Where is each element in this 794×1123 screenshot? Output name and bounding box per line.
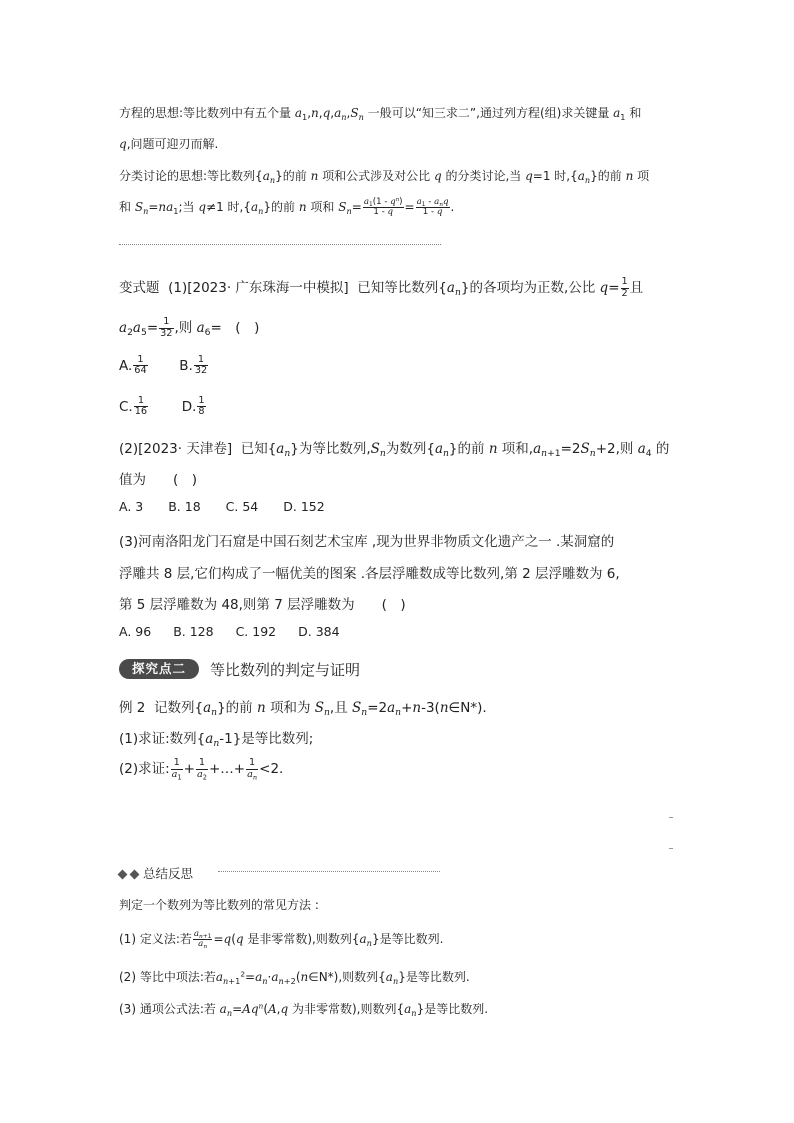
example-text: ,且 xyxy=(329,700,353,716)
example-text: -3( xyxy=(421,700,440,716)
margin-mark xyxy=(669,848,673,849)
sum-formula-fraction-2: $\frac{a_1 - a_nq}{1 - q}$ xyxy=(416,197,449,218)
example-text: }的前 xyxy=(217,700,257,716)
variant-q2-line-1: (2)[2023· 天津卷] 已知$\{a_n\}$为等比数列$,S_n$为数列$\{a_n\}$的前 n 项和$,a_{n+1}=2S_n+2$,则 $a_4$ 的 xyxy=(119,441,670,460)
intro-text: }的前 xyxy=(263,200,299,215)
intro-text: ≠1 时,{ xyxy=(206,200,251,215)
section-title: 等比数列的判定与证明 xyxy=(210,661,361,679)
method-1: (1) 定义法:若 $\frac{a_{n+1}}{a_n}$ =q(q 是非零常数),则数列$\{a_n\}$是等比数列. xyxy=(119,929,444,951)
intro-text: 一般可以“知三求二”,通过列方程(组)求关键量 xyxy=(367,106,614,120)
example-text: -1}是等比数列; xyxy=(219,731,314,747)
intro-text: ;当 xyxy=(178,200,199,215)
summary-heading xyxy=(119,864,193,882)
option-b[interactable]: B. $\frac{1}{32}$ xyxy=(179,354,208,377)
variant-q1-line-1: 变式题 (1)[2023· 广东珠海一中模拟] 已知等比数列$\{a_n\}$的各项均为正数,公比 q= $\frac{1}{2}$ 且 xyxy=(119,276,644,299)
option-b[interactable]: B. 18 xyxy=(168,499,201,514)
intro-text: 项和 xyxy=(306,200,339,215)
question-text: }的前 xyxy=(448,441,489,457)
example-text: (2)求证: xyxy=(119,761,170,777)
example-part-2: (2)求证: $\frac{1}{a_1}$ + $\frac{1}{a_2}$ +…+ $\frac{1}{a_n}$ <2. xyxy=(119,757,284,781)
variant-label: 变式题 xyxy=(119,280,160,296)
question-text: 已知{ xyxy=(240,441,277,457)
intro-line-1: 方程的思想:等比数列中有五个量 $a_1,n,q,a_n,S_n$ 一般可以“知三求二”,通过列方程(组)求关键量 $a_1$ 和 xyxy=(119,106,642,122)
intro-text: ,问题可迎刃而解. xyxy=(126,137,219,151)
intro-line-2: q,问题可迎刃而解. xyxy=(119,137,219,151)
intro-text: }的前 xyxy=(275,169,311,183)
question-text: +2,则 xyxy=(595,441,638,457)
example-text: +…+ xyxy=(208,761,246,777)
q2-options xyxy=(119,499,325,514)
option-d[interactable]: D. $\frac{1}{8}$ xyxy=(181,395,205,418)
question-text: }的各项均为正数,公比 xyxy=(460,280,600,296)
q1-options-row-2 xyxy=(119,396,207,417)
intro-line-3: 分类讨论的思想:等比数列$\{a_n\}$的前 n 项和公式涉及对公比 q 的分类讨论,当 q=1 时$,\{a_n\}$的前 n 项 xyxy=(119,169,650,185)
method-2: (2) 等比中项法:若$a_{n+1}^2=a_n\cdot a_{n+2}(n\in N*)$,则数列$\{a_n\}$是等比数列. xyxy=(119,969,470,986)
intro-text: 和 xyxy=(119,200,135,215)
question-text: =2 xyxy=(560,441,581,457)
intro-text: 方程的思想:等比数列中有五个量 xyxy=(119,106,295,120)
option-a[interactable]: A. 3 xyxy=(119,499,144,514)
option-a[interactable]: A. $\frac{1}{64}$ xyxy=(119,354,147,377)
option-c[interactable]: C. 192 xyxy=(235,624,277,639)
variant-q3-line-3: 第 5 层浮雕数为 48,则第 7 层浮雕数为 ( ) xyxy=(119,597,406,613)
method-3: (3) 通项公式法:若 $a_n=Aq^n(A,q$ 为非零常数),则数列$\{a_n\}$是等比数列. xyxy=(119,1001,489,1018)
example-label: 例 2 xyxy=(119,700,146,716)
example-text: 项和为 xyxy=(265,700,315,716)
example-text: ∈N*). xyxy=(448,700,487,716)
example-text: 记数列{ xyxy=(153,700,204,716)
option-c[interactable]: C. $\frac{1}{16}$ xyxy=(119,395,148,418)
ratio-fraction: $\frac{1}{2}$ xyxy=(621,276,628,299)
diamond-icon xyxy=(130,870,140,880)
variant-q1-line-2: $a_2a_5=$ $\frac{1}{32}$ ,则 $a_6=$ ( ) xyxy=(119,316,260,339)
divider xyxy=(119,244,441,245)
product-fraction: $\frac{1}{32}$ xyxy=(160,316,173,339)
question-text: }为等比数列, xyxy=(290,441,371,457)
intro-text: 项 xyxy=(633,169,650,183)
question-text: 为数列{ xyxy=(385,441,435,457)
intro-text: 和 xyxy=(629,106,642,120)
example-text: =2 xyxy=(367,700,388,716)
summary-title: 总结反思 xyxy=(143,866,194,881)
question-text: ,则 xyxy=(174,320,197,336)
intro-line-4: 和 $S_n=na_1$;当 q≠1 时$,\{a_n\}$的前 n 项和 $S_n=$ $\frac{a_1(1 - q^n)}{1 - q}$ = $\frac{a_1 - a_nq}{1 - q}$ . xyxy=(119,196,455,218)
intro-text: }的前 xyxy=(590,169,626,183)
summary-divider xyxy=(218,871,440,872)
option-c[interactable]: C. 54 xyxy=(225,499,259,514)
section-badge: 探究点二 xyxy=(119,659,199,679)
question-source: (1)[2023· 广东珠海一中模拟] xyxy=(168,280,349,296)
option-a[interactable]: A. 96 xyxy=(119,624,152,639)
diamond-icon xyxy=(118,870,128,880)
variant-q3-line-1: (3)河南洛阳龙门石窟是中国石刻艺术宝库 ,现为世界非物质文化遗产之一 .某洞窟的 xyxy=(119,534,615,550)
intro-text: =1 时,{ xyxy=(532,169,578,183)
variant-q2-line-2: 值为 ( ) xyxy=(119,472,198,488)
question-source: (2)[2023· 天津卷] xyxy=(119,441,233,457)
question-text: 的 xyxy=(651,441,670,457)
question-text: 已知等比数列{ xyxy=(357,280,447,296)
example-part-1: (1)求证:数列$\{a_n-1\}$是等比数列; xyxy=(119,731,314,750)
example-text: + xyxy=(401,700,413,716)
q1-options-row-1 xyxy=(119,355,209,376)
intro-text: 项和公式涉及对公比 xyxy=(318,169,434,183)
summary-intro: 判定一个数列为等比数列的常见方法 : xyxy=(119,898,319,912)
q3-options xyxy=(119,624,340,639)
sum-formula-fraction-1: $\frac{a_1(1 - q^n)}{1 - q}$ xyxy=(363,196,403,218)
question-text: 项和, xyxy=(497,441,534,457)
intro-text: 分类讨论的思想:等比数列{ xyxy=(119,169,263,183)
option-d[interactable]: D. 152 xyxy=(283,499,325,514)
example-statement: 例 2 记数列$\{a_n\}$的前 n 项和为 $S_n$,且 $S_n=2a_n+n-3(n\in N*)$. xyxy=(119,700,487,719)
intro-text: 的分类讨论,当 xyxy=(441,169,526,183)
option-b[interactable]: B. 128 xyxy=(173,624,214,639)
example-text: (1)求证:数列{ xyxy=(119,731,206,747)
margin-mark xyxy=(669,817,673,818)
option-d[interactable]: D. 384 xyxy=(298,624,340,639)
example-text: <2. xyxy=(259,761,284,777)
question-text: 且 xyxy=(629,280,644,296)
variant-q3-line-2: 浮雕共 8 层,它们构成了一幅优美的图案 .各层浮雕数成等比数列,第 2 层浮雕数为 6, xyxy=(119,566,620,582)
question-text: = ( ) xyxy=(210,320,260,336)
